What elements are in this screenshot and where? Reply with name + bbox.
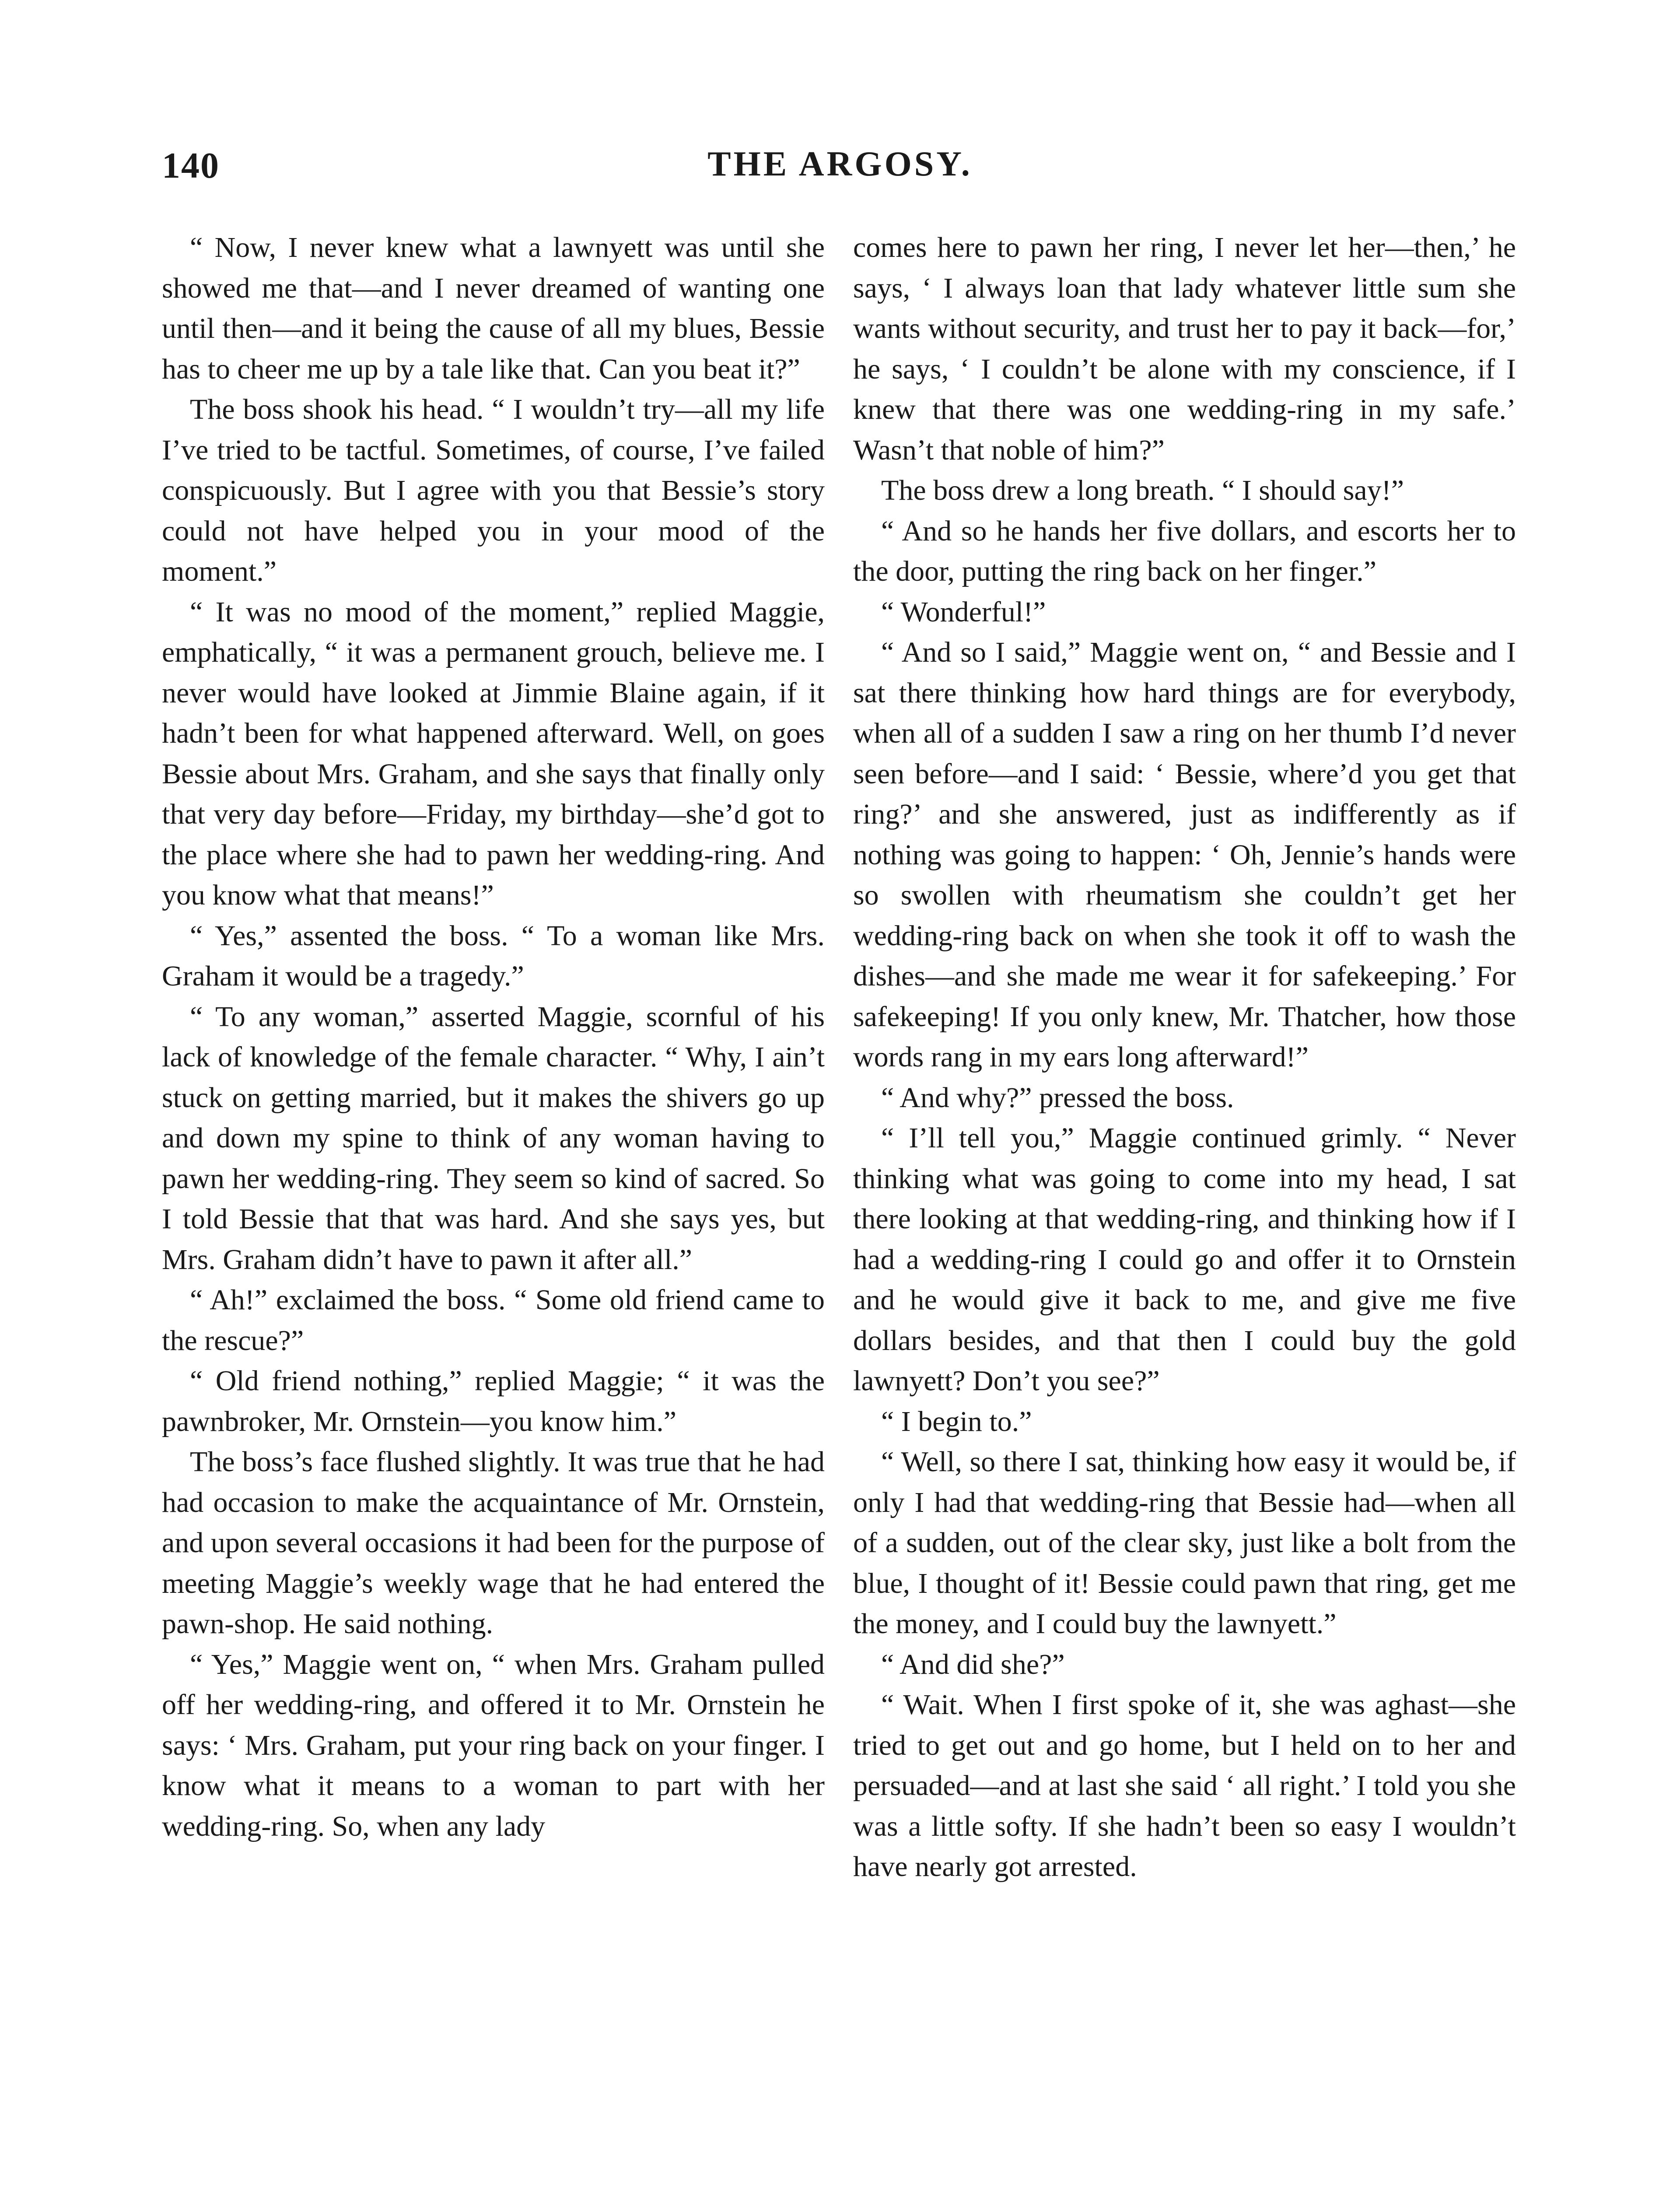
paragraph: “ To any woman,” asserted Maggie, scornful of his lack of knowledge of the female character. “ Why, I ain’t stuck on getting married, but it makes the shivers go up and down my spine to think of any woman having to pawn her wedding-ring. They seem so kind of sacred. So I told Bessie that that was hard. And she says yes, but Mrs. Graham didn’t have to pawn it after all.” <box>162 1000 825 1276</box>
paragraph: “ And so he hands her five dollars, and escorts her to the door, putting the ring back on her finger.” <box>853 515 1516 587</box>
right-column <box>853 228 1516 1887</box>
paragraph: “ It was no mood of the moment,” replied Maggie, emphatically, “ it was a permanent grouch, believe me. I never would have looked at Jimmie Blaine again, if it hadn’t been for what happened afterward. Well, on goes Bessie about Mrs. Graham, and she says that finally only that very day before—Friday, my birthday—she’d got to the place where she had to pawn her wedding-ring. And you know what that means!” <box>162 596 825 911</box>
paragraph: “ I begin to.” <box>881 1405 1032 1438</box>
running-title: THE ARGOSY. <box>707 145 973 183</box>
paragraph: “ Yes,” assented the boss. “ To a woman like Mrs. Graham it would be a tragedy.” <box>162 919 825 992</box>
page-header <box>162 144 1518 193</box>
paragraph: The boss’s face flushed slightly. It was true that he had had occasion to make the acquaintance of Mr. Ornstein, and upon several occasions it had been for the purpose of meeting Maggie’s weekly wage that he had entered the pawn-shop. He said nothing. <box>162 1446 825 1640</box>
left-column <box>162 228 825 1847</box>
page-number: 140 <box>162 145 220 186</box>
paragraph: “ Yes,” Maggie went on, “ when Mrs. Graham pulled off her wedding-ring, and offered it to Mr. Ornstein he says: ‘ Mrs. Graham, put your ring back on your finger. I know what it means to a woman to part with her wedding-ring. So, when any lady <box>162 1648 825 1842</box>
paragraph: “ Now, I never knew what a lawnyett was until she showed me that—and I never dreamed of wanting one until then—and it being the cause of all my blues, Bessie has to cheer me up by a tale like that. Can you beat it?” <box>162 231 825 385</box>
paragraph: “ And did she?” <box>881 1648 1065 1680</box>
paragraph: “ Well, so there I sat, thinking how easy it would be, if only I had that wedding-ring that Bessie had—when all of a sudden, out of the clear sky, just like a bolt from the blue, I thought of it! Bessie could pawn that ring, get me the money, and I could buy the lawnyett.” <box>853 1446 1516 1640</box>
paragraph: “ I’ll tell you,” Maggie continued grimly. “ Never thinking what was going to come into my head, I sat there looking at that wedding-ring, and thinking how if I had a wedding-ring I could go and offer it to Ornstein and he would give it back to me, and give me five dollars besides, and that then I could buy the gold lawnyett? Don’t you see?” <box>853 1122 1516 1397</box>
paragraph: “ And why?” pressed the boss. <box>881 1081 1234 1114</box>
paragraph: The boss shook his head. “ I wouldn’t try—all my life I’ve tried to be tactful. Sometimes, of course, I’ve failed conspicuously. But I agree with you that Bessie’s story could not have helped you in your mood of the moment.” <box>162 393 825 587</box>
paragraph: “ Wait. When I first spoke of it, she was aghast—she tried to get out and go home, but I held on to her and persuaded—and at last she said ‘ all right.’ I told you she was a little softy. If she hadn’t been so easy I wouldn’t have nearly got arrested. <box>853 1689 1516 1883</box>
paragraph-continued: comes here to pawn her ring, I never let her—then,’ he says, ‘ I always loan that lady whatever little sum she wants without security, and trust her to pay it back—for,’ he says, ‘ I couldn’t be alone with my conscience, if I knew that there was one wedding-ring in my safe.’ Wasn’t that noble of him?” <box>853 231 1516 466</box>
paragraph: “ And so I said,” Maggie went on, “ and Bessie and I sat there thinking how hard things are for everybody, when all of a sudden I saw a ring on her thumb I’d never seen before—and I said: ‘ Bessie, where’d you get that ring?’ and she answered, just as indifferently as if nothing was going to happen: ‘ Oh, Jennie’s hands were so swollen with rheumatism she couldn’t get her wedding-ring back on when she took it off to wash the dishes—and she made me wear it for safekeeping.’ For safekeeping! If you only knew, Mr. Thatcher, how those words rang in my ears long afterward!” <box>853 636 1516 1073</box>
paragraph: The boss drew a long breath. “ I should say!” <box>881 474 1404 506</box>
paragraph: “ Wonderful!” <box>881 596 1046 628</box>
paragraph: “ Ah!” exclaimed the boss. “ Some old friend came to the rescue?” <box>162 1284 825 1357</box>
paragraph: “ Old friend nothing,” replied Maggie; “ it was the pawnbroker, Mr. Ornstein—you know him.” <box>162 1365 825 1438</box>
